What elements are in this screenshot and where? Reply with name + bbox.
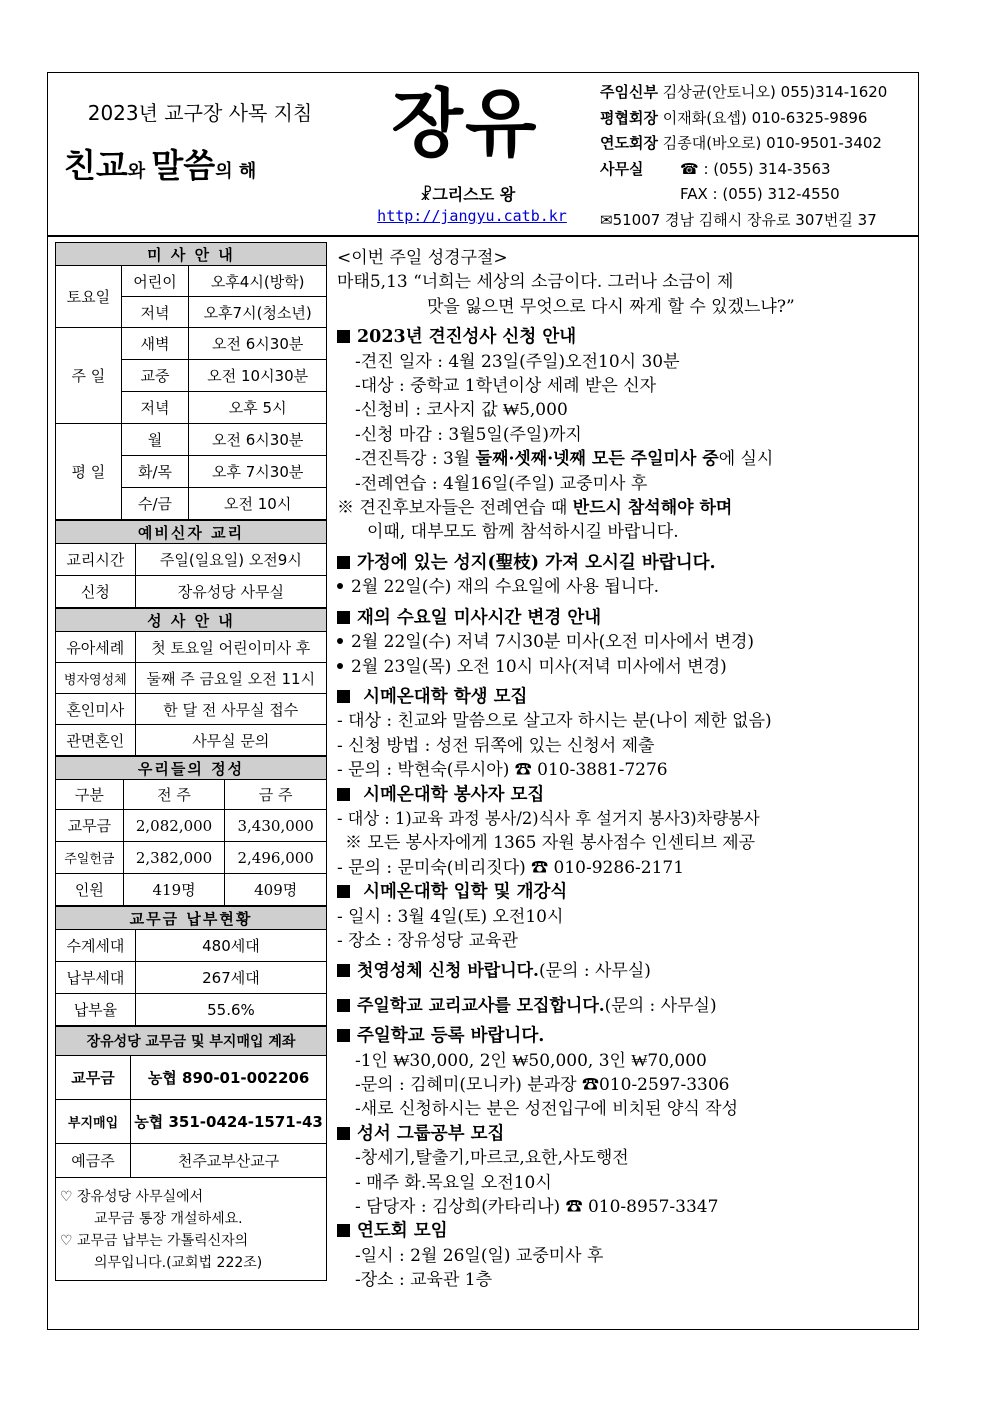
mass-cell: 오후7시(청소년) bbox=[189, 297, 327, 328]
feast-line bbox=[380, 182, 555, 205]
section-simeon-students-title: 시메온대학 학생 모집 bbox=[337, 685, 917, 709]
offerings-table bbox=[55, 756, 327, 906]
sacraments-heading: 성 사 안 내 bbox=[56, 609, 327, 632]
square-bullet-icon bbox=[337, 964, 350, 977]
account-cell: 교무금 bbox=[56, 1056, 131, 1100]
contact-office: 사무실 ☎ : (055) 314-3563 bbox=[600, 159, 831, 178]
section-line: -새로 신청하시는 분은 성전입구에 비치된 양식 작성 bbox=[355, 1099, 739, 1120]
account-cell: 농협 351-0424-1571-43 bbox=[131, 1100, 327, 1144]
mass-table bbox=[55, 242, 327, 520]
sacrament-cell: 관면혼인 bbox=[56, 725, 136, 756]
catechumen-cell: 교리시간 bbox=[56, 544, 136, 576]
offerings-header: 전 주 bbox=[123, 780, 225, 810]
dues-cell: 납부율 bbox=[56, 994, 136, 1026]
section-note: ※ 견진후보자들은 전례연습 때 반드시 참석해야 하며 bbox=[337, 498, 733, 519]
sacrament-cell: 사무실 문의 bbox=[135, 725, 326, 756]
section-line: -견진특강 : 3월 둘째·셋째·넷째 모든 주일미사 중에 실시 bbox=[355, 449, 774, 470]
mass-cell: 월 bbox=[121, 424, 189, 456]
accounts-heading: 장유성당 교무금 및 부지매입 계좌 bbox=[56, 1027, 327, 1056]
mass-saturday-label: 토요일 bbox=[56, 266, 122, 328]
offerings-header: 금 주 bbox=[225, 780, 327, 810]
offerings-cell: 교무금 bbox=[56, 810, 124, 842]
note-line: ♡ 장유성당 사무실에서 bbox=[60, 1189, 204, 1205]
note-line: 의무입니다.(교회법 222조) bbox=[94, 1255, 263, 1271]
square-bullet-icon bbox=[337, 885, 350, 898]
catechumen-heading: 예비신자 교리 bbox=[56, 521, 327, 544]
note-line: ♡ 교무금 납부는 가톨릭신자의 bbox=[60, 1233, 249, 1249]
section-note: 이때, 대부모도 함께 참석하시길 바랍니다. bbox=[367, 522, 679, 543]
account-cell: 천주교부산교구 bbox=[131, 1144, 327, 1178]
section-line: 2월 22일(수) 저녁 7시30분 미사(오전 미사에서 변경) bbox=[337, 630, 917, 654]
scripture-line: 맛을 잃으면 무엇으로 다시 짜게 할 수 있겠느냐?” bbox=[427, 296, 795, 317]
square-bullet-icon bbox=[337, 690, 350, 703]
section-palm-title: 가정에 있는 성지(聖枝) 가져 오시길 바랍니다. bbox=[337, 551, 917, 575]
mass-heading: 미 사 안 내 bbox=[56, 243, 327, 266]
section-line: - 일시 : 3월 4일(토) 오전10시 bbox=[337, 906, 564, 927]
offerings-cell: 3,430,000 bbox=[225, 810, 327, 842]
offerings-cell: 2,496,000 bbox=[225, 842, 327, 874]
scripture-title: <이번 주일 성경구절> bbox=[337, 248, 508, 268]
mass-cell: 새벽 bbox=[121, 328, 189, 360]
contact-yeondo: 연도회장 김종대(바오로) 010-9501-3402 bbox=[600, 134, 882, 152]
sacrament-cell: 한 달 전 사무실 접수 bbox=[135, 694, 326, 725]
dues-cell: 55.6% bbox=[135, 994, 326, 1026]
mass-cell: 오전 10시 bbox=[189, 488, 327, 520]
mass-cell: 오전 6시30분 bbox=[189, 424, 327, 456]
left-info-column bbox=[55, 242, 327, 1281]
sacraments-table bbox=[55, 608, 327, 756]
sacrament-cell: 병자영성체 bbox=[56, 663, 136, 694]
section-line: -문의 : 김혜미(모니카) 분과장 ☎010-2597-3306 bbox=[355, 1075, 730, 1095]
section-ash-wednesday-title: 재의 수요일 미사시간 변경 안내 bbox=[337, 606, 917, 630]
dot-bullet-icon bbox=[337, 638, 343, 644]
mass-cell: 오후4시(방학) bbox=[189, 266, 327, 297]
announcements bbox=[337, 246, 917, 1293]
mass-cell: 어린이 bbox=[121, 266, 189, 297]
dues-notes bbox=[55, 1178, 327, 1281]
dues-cell: 수계세대 bbox=[56, 930, 136, 962]
dues-cell: 480세대 bbox=[135, 930, 326, 962]
note-line: 교무금 통장 개설하세요. bbox=[94, 1211, 243, 1227]
offerings-cell: 인원 bbox=[56, 874, 124, 906]
section-line: -신청 마감 : 3월5일(주일)까지 bbox=[355, 424, 582, 445]
square-bullet-icon bbox=[337, 788, 350, 801]
account-cell: 예금주 bbox=[56, 1144, 131, 1178]
sacrament-cell: 혼인미사 bbox=[56, 694, 136, 725]
sacrament-cell: 둘째 주 금요일 오전 11시 bbox=[135, 663, 326, 694]
account-cell: 부지매입 bbox=[56, 1100, 131, 1144]
parish-url-link[interactable]: http://jangyu.catb.kr bbox=[377, 207, 567, 225]
section-line: - 문의 : 문미숙(비리짓다) ☎ 010-9286-2171 bbox=[337, 857, 685, 878]
square-bullet-icon bbox=[337, 999, 350, 1012]
square-bullet-icon bbox=[337, 1127, 350, 1140]
square-bullet-icon bbox=[337, 330, 350, 343]
section-line: ※ 모든 봉사자에게 1365 자원 봉사점수 인센티브 제공 bbox=[345, 833, 756, 854]
mass-sunday-label: 주 일 bbox=[56, 328, 122, 424]
section-line: 2월 23일(목) 오전 10시 미사(저녁 미사에서 변경) bbox=[337, 655, 917, 679]
scripture-line: 마태5,13 “너희는 세상의 소금이다. 그러나 소금이 제 bbox=[337, 272, 734, 293]
dues-cell: 납부세대 bbox=[56, 962, 136, 994]
offerings-cell: 419명 bbox=[123, 874, 225, 906]
mass-cell: 오전 10시30분 bbox=[189, 360, 327, 392]
dot-bullet-icon bbox=[337, 583, 343, 589]
section-sunday-school-title: 주일학교 등록 바랍니다. bbox=[337, 1024, 917, 1048]
mass-weekday-label: 평 일 bbox=[56, 424, 122, 520]
sacrament-cell: 유아세례 bbox=[56, 632, 136, 663]
mass-cell: 오후 7시30분 bbox=[189, 456, 327, 488]
mass-cell: 오후 5시 bbox=[189, 392, 327, 424]
motto-year: 2023년 교구장 사목 지침 bbox=[87, 101, 313, 125]
offerings-cell: 주일헌금 bbox=[56, 842, 124, 874]
mass-cell: 교중 bbox=[121, 360, 189, 392]
contact-list bbox=[600, 80, 918, 233]
offerings-cell: 409명 bbox=[225, 874, 327, 906]
section-teachers: 주일학교 교리교사를 모집합니다.(문의 : 사무실) bbox=[337, 994, 917, 1018]
accounts-table bbox=[55, 1026, 327, 1178]
account-cell: 농협 890-01-002206 bbox=[131, 1056, 327, 1100]
section-line: -장소 : 교육관 1층 bbox=[355, 1270, 493, 1291]
mass-cell: 수/금 bbox=[121, 488, 189, 520]
section-line: - 대상 : 1)교육 과정 봉사/2)식사 후 설거지 봉사3)차량봉사 bbox=[337, 808, 760, 828]
section-line: - 담당자 : 김상희(카타리나) ☎ 010-8957-3347 bbox=[355, 1197, 719, 1218]
mass-cell: 저녁 bbox=[121, 297, 189, 328]
section-line: -일시 : 2월 26일(일) 교중미사 후 bbox=[355, 1245, 604, 1266]
section-line: -대상 : 중학교 1학년이상 세례 받은 신자 bbox=[355, 376, 657, 397]
section-line: - 신청 방법 : 성전 뒤쪽에 있는 신청서 제출 bbox=[337, 735, 655, 756]
motto-theme bbox=[64, 140, 344, 187]
section-line: - 매주 화.목요일 오전10시 bbox=[355, 1172, 552, 1193]
section-simeon-volunteers-title: 시메온대학 봉사자 모집 bbox=[337, 783, 917, 807]
dues-cell: 267세대 bbox=[135, 962, 326, 994]
mass-cell: 저녁 bbox=[121, 392, 189, 424]
square-bullet-icon bbox=[337, 556, 350, 569]
offerings-heading: 우리들의 정성 bbox=[56, 757, 327, 780]
catechumen-cell: 장유성당 사무실 bbox=[135, 576, 326, 608]
motto-particle-and: 와 bbox=[127, 161, 152, 182]
section-bible-study-title: 성서 그룹공부 모집 bbox=[337, 1122, 917, 1146]
offerings-cell: 2,082,000 bbox=[123, 810, 225, 842]
offerings-header: 구분 bbox=[56, 780, 124, 810]
mass-cell: 오전 6시30분 bbox=[189, 328, 327, 360]
section-line: 2월 22일(수) 재의 수요일에 사용 됩니다. bbox=[337, 575, 917, 599]
chi-rho-icon: ☧ bbox=[419, 185, 433, 204]
square-bullet-icon bbox=[337, 611, 350, 624]
contact-address: ✉51007 경남 김해시 장유로 307번길 37 bbox=[600, 210, 877, 229]
motto-word-word: 말씀 bbox=[151, 146, 216, 185]
sacrament-cell: 첫 토요일 어린이미사 후 bbox=[135, 632, 326, 663]
section-yeondo-title: 연도회 모임 bbox=[337, 1219, 917, 1243]
section-line: -창세기,탈출기,마르코,요한,사도행전 bbox=[355, 1148, 629, 1169]
section-line: - 대상 : 친교와 말씀으로 살고자 하시는 분(나이 제한 없음) bbox=[337, 711, 772, 732]
feast-name: 그리스도 왕 bbox=[432, 185, 516, 204]
dues-heading: 교무금 납부현황 bbox=[56, 907, 327, 930]
contact-fax: FAX : (055) 312-4550 bbox=[680, 185, 840, 203]
catechumen-cell: 신청 bbox=[56, 576, 136, 608]
catechumen-cell: 주일(일요일) 오전9시 bbox=[135, 544, 326, 576]
contact-council: 평협회장 이재화(요셉) 010-6325-9896 bbox=[600, 108, 868, 127]
section-line: -1인 ₩30,000, 2인 ₩50,000, 3인 ₩70,000 bbox=[355, 1050, 707, 1071]
motto-suffix: 의 해 bbox=[215, 161, 257, 182]
catechumen-table bbox=[55, 520, 327, 608]
offerings-cell: 2,382,000 bbox=[123, 842, 225, 874]
bulletin-title: 장유 bbox=[391, 81, 539, 167]
section-line: -견진 일자 : 4월 23일(주일)오전10시 30분 bbox=[355, 351, 680, 372]
square-bullet-icon bbox=[337, 1224, 350, 1237]
section-confirmation-title: 2023년 견진성사 신청 안내 bbox=[337, 325, 917, 349]
section-line: -신청비 : 코사지 값 ₩5,000 bbox=[355, 400, 568, 421]
section-first-communion: 첫영성체 신청 바랍니다.(문의 : 사무실) bbox=[337, 959, 917, 983]
motto-word-communion: 친교 bbox=[64, 146, 128, 185]
section-line: - 문의 : 박현숙(루시아) ☎ 010-3881-7276 bbox=[337, 760, 668, 781]
dues-table bbox=[55, 906, 327, 1026]
square-bullet-icon bbox=[337, 1029, 350, 1042]
section-line: -전례연습 : 4월16일(주일) 교중미사 후 bbox=[355, 473, 648, 494]
section-line: - 장소 : 장유성당 교육관 bbox=[337, 930, 518, 951]
dot-bullet-icon bbox=[337, 663, 343, 669]
contact-pastor: 주임신부 김상균(안토니오) 055)314-1620 bbox=[600, 83, 888, 101]
mass-cell: 화/목 bbox=[121, 456, 189, 488]
section-simeon-opening-title: 시메온대학 입학 및 개강식 bbox=[337, 880, 917, 904]
